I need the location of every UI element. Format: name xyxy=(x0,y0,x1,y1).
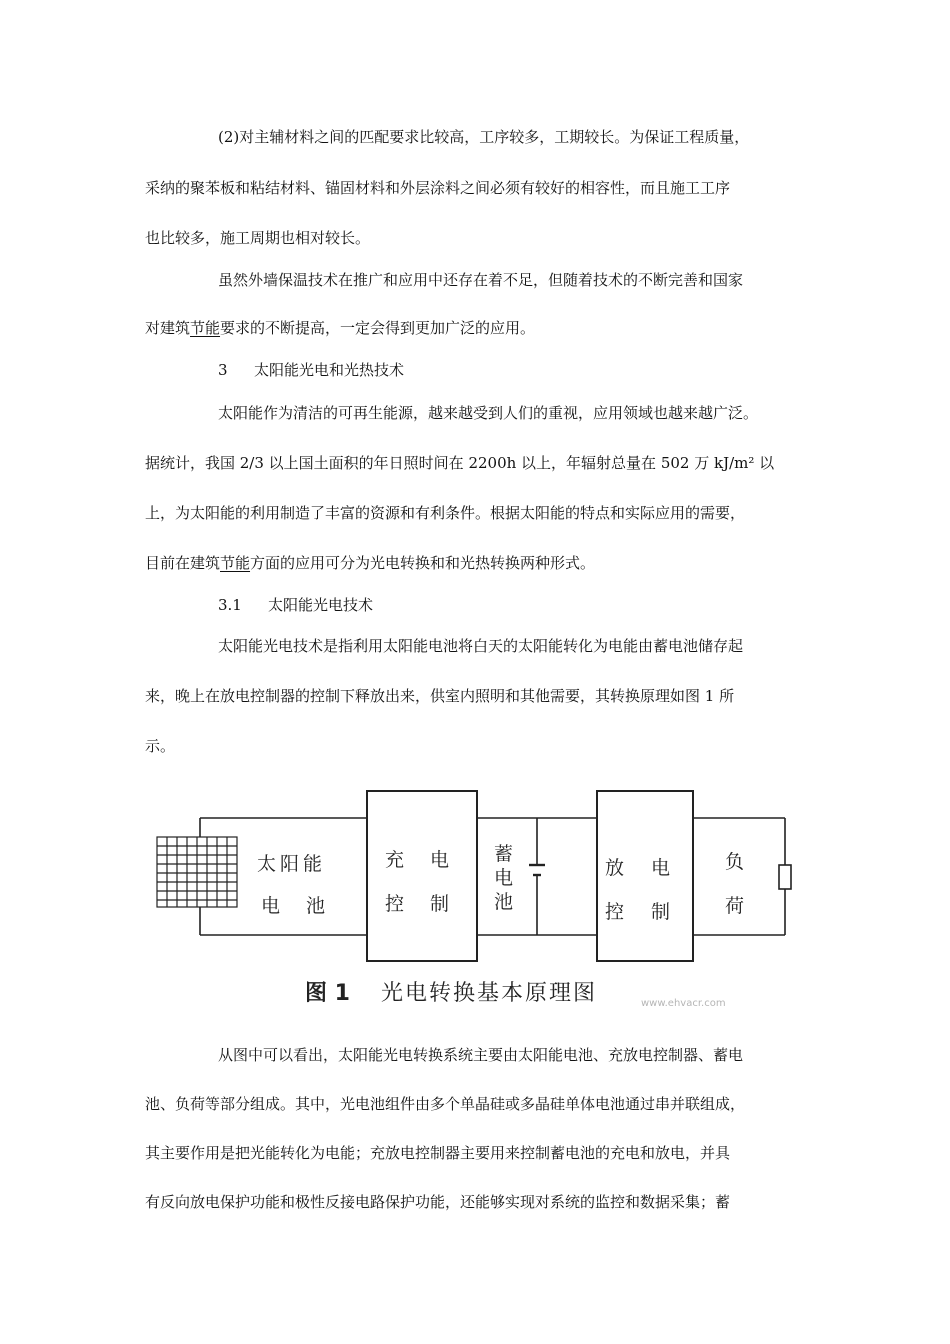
text-span: 要求的不断提高，一定会得到更加广泛的应用。 xyxy=(220,319,536,337)
paragraph-line: 太阳能作为清洁的可再生能源，越来越受到人们的重视，应用领域也越来越广泛。 xyxy=(218,404,759,422)
load-label: 负 xyxy=(725,851,749,873)
paragraph-line: 其主要作用是把光能转化为电能；充放电控制器主要用来控制蓄电池的充电和放电，并具 xyxy=(145,1144,731,1162)
paragraph-line: 来，晚上在放电控制器的控制下释放出来，供室内照明和其他需要，其转换原理如图 1 所 xyxy=(145,687,735,705)
subsection-heading xyxy=(218,595,373,615)
figure-1 xyxy=(145,783,805,1023)
paragraph-line: 有反向放电保护功能和极性反接电路保护功能，还能够实现对系统的监控和数据采集；蓄 xyxy=(145,1193,731,1211)
paragraph-line: 采纳的聚苯板和粘结材料、锚固材料和外层涂料之间必须有较好的相容性，而且施工工序 xyxy=(145,179,731,197)
paragraph-line: 示。 xyxy=(145,737,176,755)
charge-controller-label: 充 电 xyxy=(385,849,460,871)
figure-caption: 光电转换基本原理图 xyxy=(381,981,598,1006)
solar-panel-icon xyxy=(157,837,237,907)
solar-cell-label: 电 池 xyxy=(261,895,336,917)
battery-label: 电 xyxy=(494,867,518,889)
figure-number: 图 1 xyxy=(305,981,350,1006)
paragraph-line: 虽然外墙保温技术在推广和应用中还存在着不足，但随着技术的不断完善和国家 xyxy=(218,271,744,289)
subsection-number: 3.1 xyxy=(218,596,242,614)
solar-cell-label: 太阳能 xyxy=(257,853,327,875)
paragraph-line: 上，为太阳能的利用制造了丰富的资源和有利条件。根据太阳能的特点和实际应用的需要， xyxy=(145,504,746,522)
section-number: 3 xyxy=(218,361,228,379)
charge-controller-box xyxy=(367,791,477,961)
subsection-title: 太阳能光电技术 xyxy=(268,596,374,614)
battery-label: 蓄 xyxy=(494,843,518,865)
text-span: 对建筑 xyxy=(145,319,191,337)
section-heading xyxy=(218,360,404,380)
watermark: www.ehvacr.com xyxy=(641,998,726,1009)
paragraph-line: 也比较多，施工周期也相对较长。 xyxy=(145,229,371,247)
section-title: 太阳能光电和光热技术 xyxy=(254,361,405,379)
energy-saving-link[interactable]: 节能 xyxy=(220,554,251,572)
text-span: 方面的应用可分为光电转换和和光热转换两种形式。 xyxy=(250,554,596,572)
load-resistor-icon xyxy=(779,865,791,889)
paragraph-line xyxy=(145,318,535,338)
energy-saving-link[interactable]: 节能 xyxy=(190,319,221,337)
battery-label: 池 xyxy=(494,891,518,913)
paragraph-line: 从图中可以看出，太阳能光电转换系统主要由太阳能电池、充放电控制器、蓄电 xyxy=(218,1046,744,1064)
discharge-controller-label: 控 制 xyxy=(605,901,675,923)
paragraph-line: 池、负荷等部分组成。其中，光电池组件由多个单晶硅或多晶硅单体电池通过串并联组成， xyxy=(145,1095,746,1113)
paragraph-line: (2)对主辅材料之间的匹配要求比较高，工序较多，工期较长。为保证工程质量， xyxy=(218,128,750,146)
text-span: 目前在建筑 xyxy=(145,554,221,572)
charge-controller-label: 控 制 xyxy=(385,893,460,915)
load-label: 荷 xyxy=(725,895,749,917)
discharge-controller-label: 放 电 xyxy=(605,857,675,879)
paragraph-line: 太阳能光电技术是指利用太阳能电池将白天的太阳能转化为电能由蓄电池储存起 xyxy=(218,637,744,655)
paragraph-line xyxy=(145,553,595,573)
paragraph-line: 据统计，我国 2/3 以上国土面积的年日照时间在 2200h 以上，年辐射总量在 502 万 kJ/m² 以 xyxy=(145,454,775,472)
